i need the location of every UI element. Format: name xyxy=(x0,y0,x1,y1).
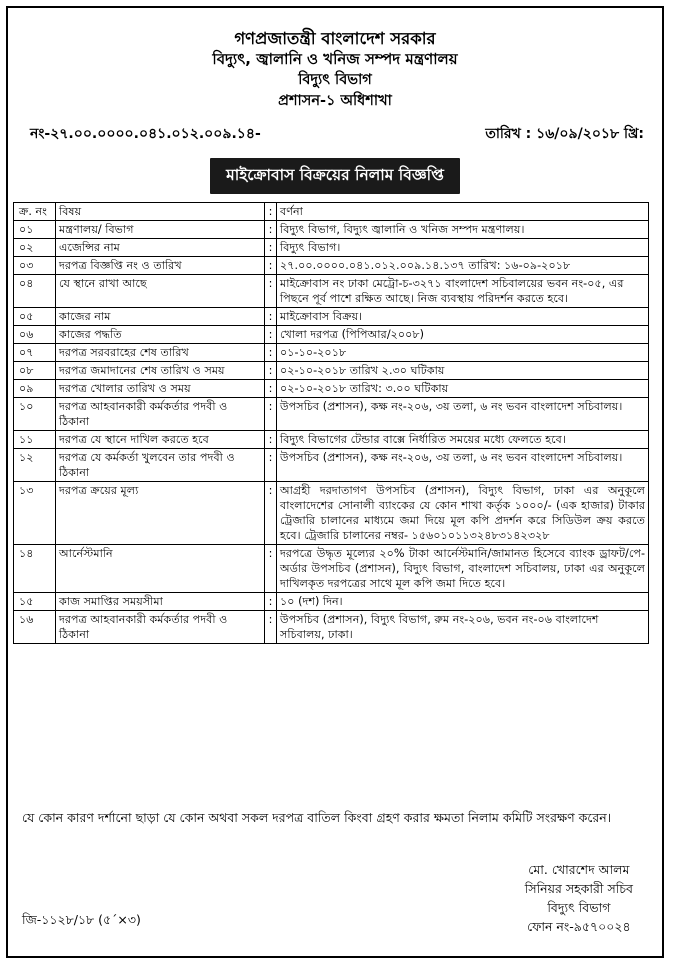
table-header-row xyxy=(14,203,649,221)
row-colon: : xyxy=(265,482,277,545)
reference-line xyxy=(30,122,644,146)
table-row xyxy=(14,344,649,362)
row-description: আগ্রহী দরদাতাগণ উপসচিব (প্রশাসন), বিদ্যুৎ বিভাগ, ঢাকা এর অনুকূলে বাংলাদেশের সোনালী ব্যাংকের যে কোন শাখা কর্তৃক ১০০০/- (এক হাজার) টাকার ট্রেজারি চালানের মাধ্যমে জমা দিয়ে মূল কপি প্রদর্শন করে সিডিউল ক্রয় করতে হবে। ট্রেজারি চালানের নম্বর- ১৫৬০১০১১৩২৪৮৩১৪২৩২৮ xyxy=(277,482,649,545)
row-description: ০২-১০-২০১৮ তারিখ ২.৩০ ঘটিকায় xyxy=(277,362,649,380)
memo-reference: জি-১১২৮/১৮ (৫´×৩) xyxy=(22,912,141,927)
header-serial: ক্র. নং xyxy=(14,203,56,221)
table-row xyxy=(14,239,649,257)
row-description: মাইক্রোবাস বিক্রয়। xyxy=(277,308,649,326)
table-row xyxy=(14,257,649,275)
row-colon: : xyxy=(265,326,277,344)
memo-number: নং-২৭.০০.০০০০.০৪১.০১২.০০৯.১৪- xyxy=(30,126,261,142)
table-row xyxy=(14,398,649,431)
notice-table xyxy=(13,202,649,644)
title-wrap xyxy=(8,158,662,194)
row-serial: ০৭ xyxy=(14,344,56,362)
row-description: খোলা দরপত্র (পিপিআর/২০০৮) xyxy=(277,326,649,344)
row-subject: আর্নেস্টমানি xyxy=(56,545,265,593)
row-serial: ০৩ xyxy=(14,257,56,275)
header-description: বর্ণনা xyxy=(277,203,649,221)
row-serial: ০১ xyxy=(14,221,56,239)
row-description: উপসচিব (প্রশাসন), বিদ্যুৎ বিভাগ, রুম নং-২০৬, ভবন নং-০৬ বাংলাদেশ সচিবালয়, ঢাকা। xyxy=(277,611,649,644)
row-serial: ০৫ xyxy=(14,308,56,326)
signatory-title: সিনিয়র সহকারী সচিব xyxy=(524,881,633,896)
table-row xyxy=(14,431,649,449)
row-serial: ১১ xyxy=(14,431,56,449)
row-subject: দরপত্র যে স্থানে দাখিল করতে হবে xyxy=(56,431,265,449)
table-row xyxy=(14,362,649,380)
row-serial: ১২ xyxy=(14,449,56,482)
table-row xyxy=(14,611,649,644)
table-row xyxy=(14,449,649,482)
row-description: বিদ্যুৎ বিভাগের টেন্ডার বাক্সে নির্ধারিত সময়ের মধ্যে ফেলতে হবে। xyxy=(277,431,649,449)
row-colon: : xyxy=(265,545,277,593)
row-colon: : xyxy=(265,275,277,308)
row-subject: কাজের পদ্ধতি xyxy=(56,326,265,344)
row-colon: : xyxy=(265,431,277,449)
row-description: দরপত্রে উদ্ধৃত মূল্যের ২০% টাকা আর্নেস্টমানি/জামানত হিসেবে ব্যাংক ড্রাফট/পে-অর্ডার উপসচিব (প্রশাসন), বিদ্যুৎ বিভাগ, বাংলাদেশ সচিবালয়, ঢাকা এর অনুকূলে দাখিলকৃত দরপত্রের সাথে মূল কপি জমা দিতে হবে। xyxy=(277,545,649,593)
row-colon: : xyxy=(265,611,277,644)
row-subject: দরপত্র সরবরাহের শেষ তারিখ xyxy=(56,344,265,362)
signatory-office: বিদ্যুৎ বিভাগ xyxy=(547,900,611,915)
row-subject: দরপত্র আহবানকারী কর্মকর্তার পদবী ও ঠিকানা xyxy=(56,398,265,431)
row-description: ১০ (দশ) দিন। xyxy=(277,593,649,611)
row-description: বিদ্যুৎ বিভাগ, বিদ্যুৎ জ্বালানি ও খনিজ সম্পদ মন্ত্রণালয়। xyxy=(277,221,649,239)
row-subject: যে স্থানে রাখা আছে xyxy=(56,275,265,308)
row-serial: ১৬ xyxy=(14,611,56,644)
table-row xyxy=(14,593,649,611)
row-subject: কাজের নাম xyxy=(56,308,265,326)
row-subject: মন্ত্রণালয়/ বিভাগ xyxy=(56,221,265,239)
row-colon: : xyxy=(265,344,277,362)
row-subject: দরপত্র খোলার তারিখ ও সময় xyxy=(56,380,265,398)
row-description: উপসচিব (প্রশাসন), কক্ষ নং-২০৬, ৩য় তলা, ৬ নং ভবন বাংলাদেশ সচিবালয়। xyxy=(277,449,649,482)
row-colon: : xyxy=(265,308,277,326)
row-serial: ০৯ xyxy=(14,380,56,398)
row-subject: দরপত্র ক্রয়ের মূল্য xyxy=(56,482,265,545)
row-subject: দরপত্র আহবানকারী কর্মকর্তার পদবী ও ঠিকানা xyxy=(56,611,265,644)
wing-name: প্রশাসন-১ অধিশাখা xyxy=(278,93,392,109)
table-row xyxy=(14,545,649,593)
row-description: বিদ্যুৎ বিভাগ। xyxy=(277,239,649,257)
row-description: ০১-১০-২০১৮ xyxy=(277,344,649,362)
header-subject: বিষয় xyxy=(56,203,265,221)
ministry-name: বিদ্যুৎ, জ্বালানি ও খনিজ সম্পদ মন্ত্রণালয় xyxy=(212,50,458,68)
table-row xyxy=(14,308,649,326)
row-colon: : xyxy=(265,239,277,257)
row-serial: ০৮ xyxy=(14,362,56,380)
row-subject: এজেন্সির নাম xyxy=(56,239,265,257)
row-colon: : xyxy=(265,380,277,398)
government-name: গণপ্রজাতন্ত্রী বাংলাদেশ সরকার xyxy=(234,29,436,48)
row-serial: ১৫ xyxy=(14,593,56,611)
row-serial: ১৩ xyxy=(14,482,56,545)
table-row xyxy=(14,482,649,545)
row-serial: ১০ xyxy=(14,398,56,431)
table-row xyxy=(14,326,649,344)
row-description: মাইক্রোবাস নং ঢাকা মেট্রো-চ-৩২৭১ বাংলাদেশ সচিবালয়ের ভবন নং-০৫, এর পিছনে পূর্ব পাশে রক্ষিত আছে। নিজ ব্যবস্থায় পরিদর্শন করতে হবে। xyxy=(277,275,649,308)
table-row xyxy=(14,221,649,239)
row-serial: ০২ xyxy=(14,239,56,257)
letterhead xyxy=(8,28,662,112)
signatory-name: মো. খোরশেদ আলম xyxy=(528,862,630,877)
notice-title: মাইক্রোবাস বিক্রয়ের নিলাম বিজ্ঞপ্তি xyxy=(210,158,460,194)
header-colon: : xyxy=(265,203,277,221)
row-serial: ১৪ xyxy=(14,545,56,593)
row-serial: ০৪ xyxy=(14,275,56,308)
row-description: ২৭.০০.০০০০.০৪১.০১২.০০৯.১৪.১৩৭ তারিখ: ১৬-০৯-২০১৮ xyxy=(277,257,649,275)
row-colon: : xyxy=(265,362,277,380)
row-subject: কাজ সমাপ্তির সময়সীমা xyxy=(56,593,265,611)
reservation-note: যে কোন কারণ দর্শানো ছাড়া যে কোন অথবা সকল দরপত্র বাতিল কিংবা গ্রহণ করার ক্ষমতা নিলাম কমিটি সংরক্ষণ করেন। xyxy=(22,810,612,825)
signatory-phone: ফোন নং-৯৫৭০০২৪ xyxy=(527,919,631,934)
row-colon: : xyxy=(265,593,277,611)
row-colon: : xyxy=(265,449,277,482)
table-row xyxy=(14,380,649,398)
row-colon: : xyxy=(265,257,277,275)
signature-block xyxy=(525,860,633,936)
division-name: বিদ্যুৎ বিভাগ xyxy=(298,72,372,88)
row-serial: ০৬ xyxy=(14,326,56,344)
row-colon: : xyxy=(265,221,277,239)
table-row xyxy=(14,275,649,308)
row-colon: : xyxy=(265,398,277,431)
row-description: ০২-১০-২০১৮ তারিখ: ৩.০০ ঘটিকায় xyxy=(277,380,649,398)
row-description: উপসচিব (প্রশাসন), কক্ষ নং-২০৬, ৩য় তলা, ৬ নং ভবন বাংলাদেশ সচিবালয়। xyxy=(277,398,649,431)
row-subject: দরপত্র বিজ্ঞপ্তি নং ও তারিখ xyxy=(56,257,265,275)
notice-date: তারিখ : ১৬/০৯/২০১৮ খ্রি: xyxy=(485,126,644,142)
row-subject: দরপত্র যে কর্মকর্তা খুলবেন তার পদবী ও ঠিকানা xyxy=(56,449,265,482)
row-subject: দরপত্র জমাদানের শেষ তারিখ ও সময় xyxy=(56,362,265,380)
